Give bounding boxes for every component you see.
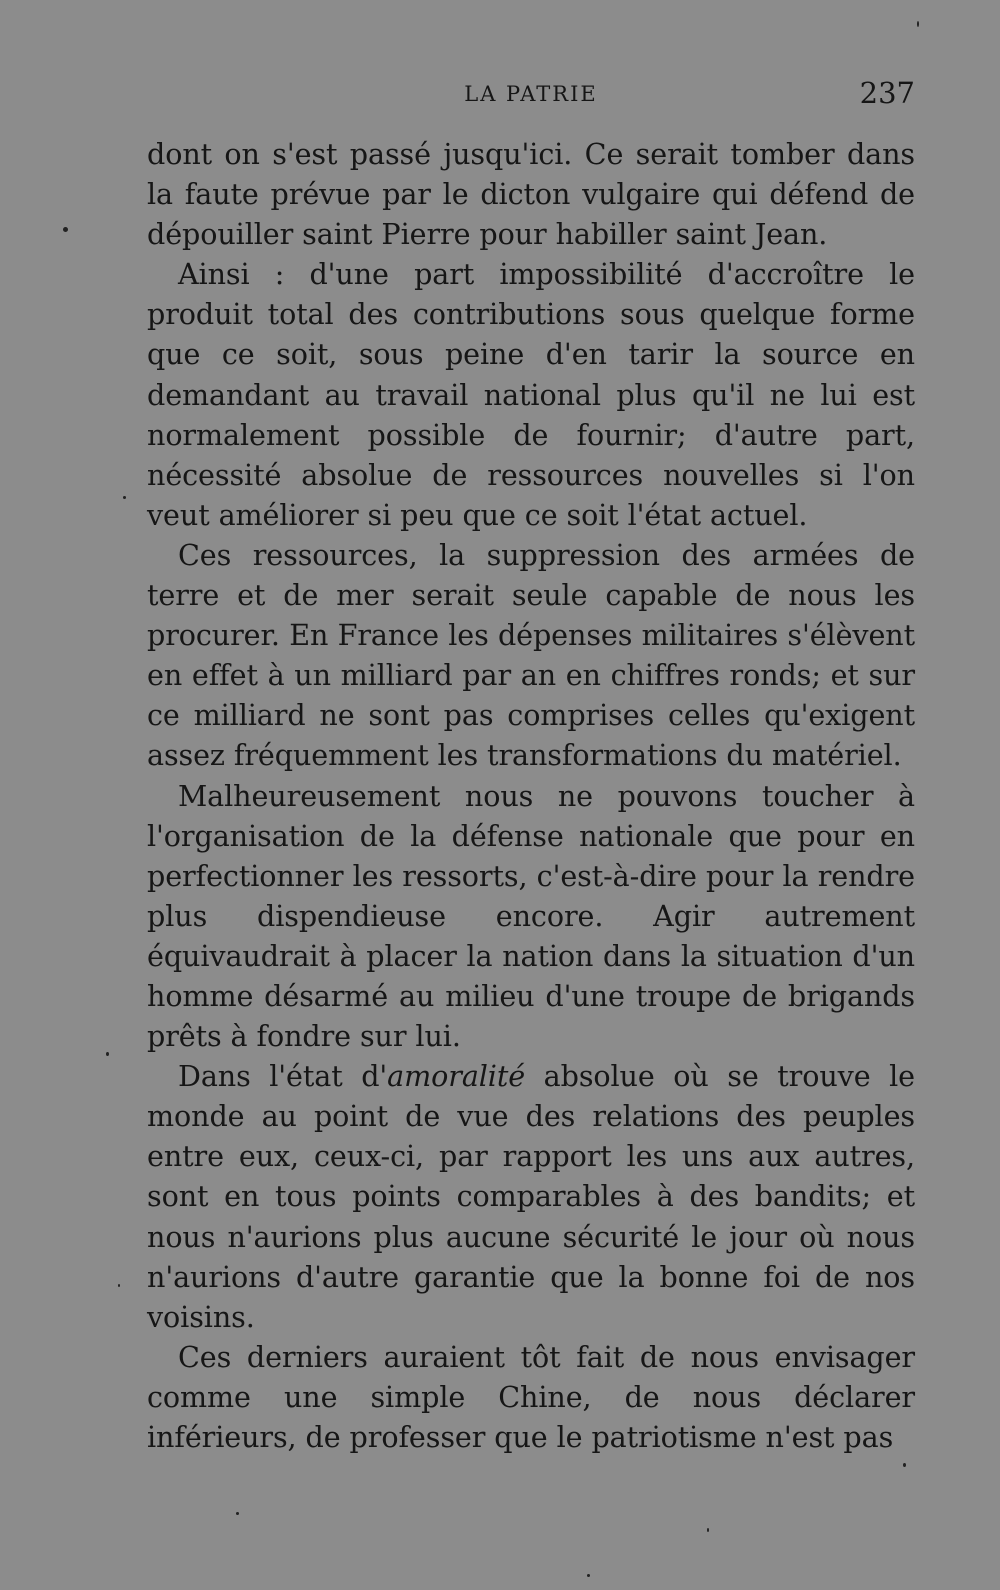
print-speck: [236, 1512, 239, 1515]
print-speck: [587, 1574, 590, 1577]
print-speck: [118, 1284, 120, 1287]
paragraph-4: Malheureusement nous ne pouvons toucher à l'organisation de la défense nationale que pour en perfectionner les ressorts, c'est-à-dire pour la rendre plus dispendieuse encore. Agir autrement équivaudrait à placer la nation dans la situation d'un homme désarmé au milieu d'une troupe de brigands prêts à fondre sur lui.: [147, 778, 915, 1054]
print-speck: [106, 1052, 109, 1056]
print-speck: [917, 21, 919, 27]
paragraph-5-text-end: absolue où se trouve le monde au point de vue des relations des peuples entre eux, ceux-ci, par rapport les uns aux autres, sont en tous points comparables à des bandits; et nous n'aurions plus aucune sécurité le jour où nous n'aurions d'autre garantie que la bonne foi de nos voisins.: [147, 1059, 915, 1334]
print-speck: [63, 227, 68, 232]
paragraph-6: Ces derniers auraient tôt fait de nous envisager comme une simple Chine, de nous déclarer inférieurs, de professer que le patriotisme n'est pas: [147, 1339, 915, 1454]
print-speck: [903, 1463, 906, 1467]
emphasized-word: amoralité: [387, 1059, 526, 1094]
paragraph-1: dont on s'est passé jusqu'ici. Ce serait tomber dans la faute prévue par le dicton vulgaire qui défend de dépouiller saint Pierre pour habiller saint Jean.: [147, 137, 915, 252]
running-header: [147, 76, 915, 116]
paragraph-5-text-start: Dans l'état d': [178, 1059, 388, 1094]
paragraph-2: Ainsi : d'une part impossibilité d'accroître le produit total des contributions sous quelque forme que ce soit, sous peine d'en tarir la source en demandant au travail national plus qu'il ne lui est normalement possible de fournir; d'autre part, nécessité absolue de ressources nouvelles si l'on veut améliorer si peu que ce soit l'état actuel.: [147, 257, 915, 532]
book-page: [147, 76, 915, 1457]
running-title: LA PATRIE: [464, 82, 598, 106]
print-speck: [707, 1528, 709, 1532]
paragraph-3: Ces ressources, la suppression des armées de terre et de mer serait seule capable de nous les procurer. En France les dépenses militaires s'élèvent en effet à un milliard par an en chiffres ronds; et sur ce milliard ne sont pas comprises celles qu'exigent assez fréquemment les transformations du matériel.: [147, 537, 915, 773]
print-speck: [123, 496, 126, 499]
page-number: 237: [859, 76, 915, 110]
paragraph-5: [147, 1056, 915, 1337]
